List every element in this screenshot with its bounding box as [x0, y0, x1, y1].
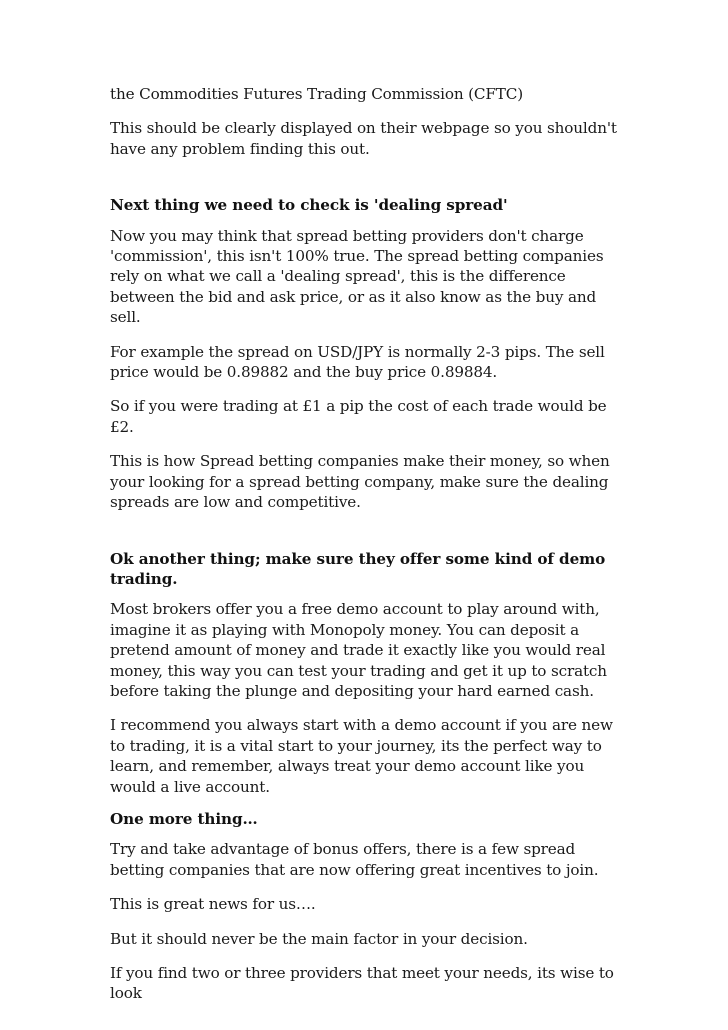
paragraph-trade-cost: So if you were trading at £1 a pip the cost of each trade would be £2. [110, 397, 607, 436]
paragraph-money: This is how Spread betting companies make their money, so when your looking for a spread betting company, make sure the dealing spreads are low and competitive. [110, 452, 610, 512]
paragraph-great-news: This is great news for us…. [110, 895, 316, 914]
section-spacer [110, 527, 630, 549]
paragraph-example-spread: For example the spread on USD/JPY is normally 2-3 pips. The sell price would be 0.89882 and the buy price 0.89884. [110, 342, 605, 382]
paragraph-recommend: I recommend you always start with a demo account if you are new to trading, it is a vital start to your journey, its the perfect way to learn, and remember, always treat your demo account like you would a live account. [110, 716, 613, 796]
paragraph-bonus: Try and take advantage of bonus offers, there is a few spread betting companies that are now offering great incentives to join. [110, 840, 599, 879]
paragraph-cftc: the Commodities Futures Trading Commission (CFTC) [110, 85, 524, 103]
paragraph-webpage: This should be clearly displayed on their webpage so you shouldn't have any problem finding this out. [110, 119, 617, 158]
paragraph-commission: Now you may think that spread betting providers don't charge 'commission', this isn't 100% true. The spread betting companies rely on what we call a 'dealing spread', this is the difference between the bid and ask price, or as it also know as the buy and sell. [110, 226, 604, 327]
heading-dealing-spread: Next thing we need to check is 'dealing spread' [110, 196, 508, 215]
heading-one-more-thing: One more thing… [110, 809, 258, 828]
section-spacer [110, 173, 630, 195]
paragraph-demo-account: Most brokers offer you a free demo account to play around with, imagine it as playing with Monopoly money. You can deposit a pretend amount of money and trade it exactly like you would real money, this way you can test your trading and get it up to scratch before taking the plunge and depositing your hard earned cash. [110, 600, 607, 700]
document-body [110, 84, 630, 1018]
heading-demo-trading: Ok another thing; make sure they offer some kind of demo trading. [110, 549, 606, 588]
paragraph-providers: If you find two or three providers that meet your needs, its wise to look [110, 964, 614, 1003]
paragraph-main-factor: But it should never be the main factor in your decision. [110, 929, 528, 948]
